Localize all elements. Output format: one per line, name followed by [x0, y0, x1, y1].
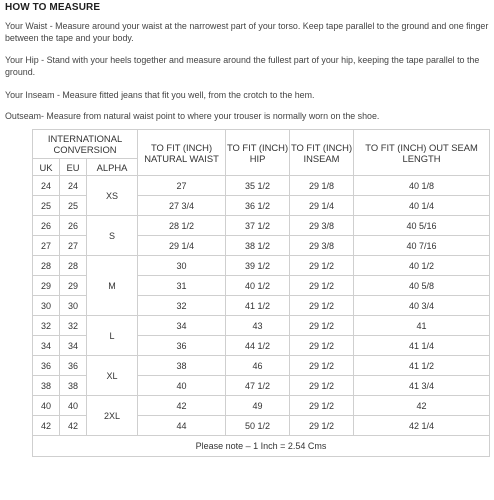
uk-size-cell: 29 — [33, 276, 60, 296]
eu-size-cell: 24 — [60, 176, 87, 196]
inseam-cell: 29 3/8 — [290, 236, 354, 256]
waist-cell: 34 — [138, 316, 226, 336]
alpha-size-cell: S — [87, 216, 138, 256]
uk-size-cell: 30 — [33, 296, 60, 316]
uk-size-cell: 38 — [33, 376, 60, 396]
waist-cell: 27 3/4 — [138, 196, 226, 216]
eu-size-cell: 34 — [60, 336, 87, 356]
hip-cell: 47 1/2 — [226, 376, 290, 396]
hip-cell: 39 1/2 — [226, 256, 290, 276]
page-title: HOW TO MEASURE — [5, 2, 101, 13]
outseam-cell: 40 5/16 — [354, 216, 490, 236]
header-hip: TO FIT (INCH) HIP — [226, 130, 290, 176]
size-chart-table — [32, 129, 490, 457]
size-chart-body — [33, 176, 490, 436]
hip-instruction: Your Hip - Stand with your heels together and measure around the fullest part of your hip, keeping the tape parallel to the ground. — [5, 55, 480, 77]
waist-cell: 31 — [138, 276, 226, 296]
outseam-cell: 40 3/4 — [354, 296, 490, 316]
alpha-size-cell: M — [87, 256, 138, 316]
inseam-cell: 29 1/2 — [290, 316, 354, 336]
eu-size-cell: 26 — [60, 216, 87, 236]
waist-cell: 27 — [138, 176, 226, 196]
uk-size-cell: 24 — [33, 176, 60, 196]
eu-size-cell: 40 — [60, 396, 87, 416]
inseam-cell: 29 1/2 — [290, 276, 354, 296]
uk-size-cell: 26 — [33, 216, 60, 236]
uk-size-cell: 42 — [33, 416, 60, 436]
eu-size-cell: 30 — [60, 296, 87, 316]
inseam-cell: 29 1/4 — [290, 196, 354, 216]
outseam-cell: 42 1/4 — [354, 416, 490, 436]
inseam-cell: 29 1/2 — [290, 296, 354, 316]
hip-cell: 36 1/2 — [226, 196, 290, 216]
outseam-cell: 40 1/8 — [354, 176, 490, 196]
table-row — [33, 356, 490, 376]
alpha-size-cell: XL — [87, 356, 138, 396]
table-row — [33, 216, 490, 236]
hip-cell: 35 1/2 — [226, 176, 290, 196]
uk-size-cell: 36 — [33, 356, 60, 376]
uk-size-cell: 25 — [33, 196, 60, 216]
header-alpha: ALPHA — [87, 159, 138, 176]
hip-cell: 46 — [226, 356, 290, 376]
waist-cell: 38 — [138, 356, 226, 376]
outseam-cell: 40 1/2 — [354, 256, 490, 276]
hip-cell: 49 — [226, 396, 290, 416]
table-row — [33, 256, 490, 276]
header-eu: EU — [60, 159, 87, 176]
eu-size-cell: 32 — [60, 316, 87, 336]
hip-cell: 40 1/2 — [226, 276, 290, 296]
uk-size-cell: 32 — [33, 316, 60, 336]
hip-cell: 50 1/2 — [226, 416, 290, 436]
alpha-size-cell: L — [87, 316, 138, 356]
outseam-cell: 41 — [354, 316, 490, 336]
eu-size-cell: 29 — [60, 276, 87, 296]
uk-size-cell: 40 — [33, 396, 60, 416]
waist-cell: 29 1/4 — [138, 236, 226, 256]
eu-size-cell: 36 — [60, 356, 87, 376]
hip-cell: 41 1/2 — [226, 296, 290, 316]
waist-cell: 40 — [138, 376, 226, 396]
hip-cell: 43 — [226, 316, 290, 336]
table-row — [33, 396, 490, 416]
waist-cell: 42 — [138, 396, 226, 416]
hip-cell: 44 1/2 — [226, 336, 290, 356]
header-inseam: TO FIT (INCH) INSEAM — [290, 130, 354, 176]
eu-size-cell: 42 — [60, 416, 87, 436]
hip-cell: 37 1/2 — [226, 216, 290, 236]
inseam-instruction: Your Inseam - Measure fitted jeans that fit you well, from the crotch to the hem. — [5, 90, 315, 100]
uk-size-cell: 27 — [33, 236, 60, 256]
header-international-conversion: INTERNATIONAL CONVERSION — [33, 130, 138, 159]
waist-instruction: Your Waist - Measure around your waist at the narrowest part of your torso. Keep tape parallel to the ground and one finger between the tape and your body. — [5, 21, 489, 43]
table-row — [33, 176, 490, 196]
outseam-cell: 40 1/4 — [354, 196, 490, 216]
outseam-cell: 41 1/2 — [354, 356, 490, 376]
eu-size-cell: 28 — [60, 256, 87, 276]
inseam-cell: 29 1/8 — [290, 176, 354, 196]
outseam-cell: 41 1/4 — [354, 336, 490, 356]
outseam-cell: 40 7/16 — [354, 236, 490, 256]
waist-cell: 36 — [138, 336, 226, 356]
waist-cell: 44 — [138, 416, 226, 436]
waist-cell: 28 1/2 — [138, 216, 226, 236]
waist-cell: 32 — [138, 296, 226, 316]
inseam-cell: 29 1/2 — [290, 356, 354, 376]
outseam-cell: 42 — [354, 396, 490, 416]
header-natural-waist: TO FIT (INCH) NATURAL WAIST — [138, 130, 226, 176]
waist-cell: 30 — [138, 256, 226, 276]
alpha-size-cell: XS — [87, 176, 138, 216]
uk-size-cell: 34 — [33, 336, 60, 356]
header-outseam-length: TO FIT (INCH) OUT SEAM LENGTH — [354, 130, 490, 176]
uk-size-cell: 28 — [33, 256, 60, 276]
inseam-cell: 29 1/2 — [290, 416, 354, 436]
alpha-size-cell: 2XL — [87, 396, 138, 436]
outseam-instruction: Outseam- Measure from natural waist point to where your trouser is normally worn on the shoe. — [5, 111, 380, 121]
eu-size-cell: 27 — [60, 236, 87, 256]
outseam-cell: 40 5/8 — [354, 276, 490, 296]
eu-size-cell: 38 — [60, 376, 87, 396]
hip-cell: 38 1/2 — [226, 236, 290, 256]
inseam-cell: 29 1/2 — [290, 376, 354, 396]
header-uk: UK — [33, 159, 60, 176]
inseam-cell: 29 1/2 — [290, 336, 354, 356]
inseam-cell: 29 1/2 — [290, 256, 354, 276]
eu-size-cell: 25 — [60, 196, 87, 216]
outseam-cell: 41 3/4 — [354, 376, 490, 396]
table-row — [33, 316, 490, 336]
inseam-cell: 29 3/8 — [290, 216, 354, 236]
inseam-cell: 29 1/2 — [290, 396, 354, 416]
conversion-note: Please note – 1 Inch = 2.54 Cms — [33, 436, 490, 457]
